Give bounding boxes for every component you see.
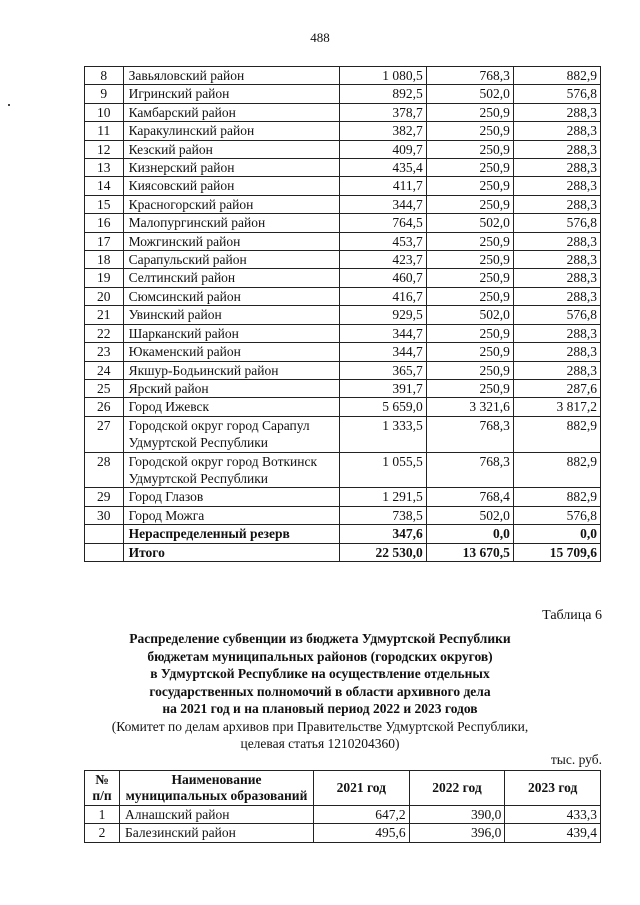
value-2021: 391,7 [339,379,426,397]
page-number: 488 [310,30,330,45]
value-2021: 423,7 [339,251,426,269]
municipality-name: Город Ижевск [123,398,339,416]
table-row [85,416,601,452]
value-2021: 892,5 [339,85,426,103]
row-number: 17 [85,232,124,250]
table-row [85,506,601,524]
value-2022: 250,9 [426,251,513,269]
table-row [85,452,601,488]
table-row [85,140,601,158]
table-row [85,67,601,85]
table-row [85,214,601,232]
value-2023: 288,3 [513,140,600,158]
value-2023: 288,3 [513,195,600,213]
row-number: 9 [85,85,124,103]
value-2021: 5 659,0 [339,398,426,416]
municipality-name: Кизнерский район [123,159,339,177]
municipality-name: Киясовский район [123,177,339,195]
row-number: 20 [85,287,124,305]
municipality-name: Можгинский район [123,232,339,250]
municipality-name: Каракулинский район [123,122,339,140]
value-2023: 288,3 [513,287,600,305]
heading-line: бюджетам муниципальных районов (городских округов) [147,648,493,664]
value-2022: 502,0 [426,85,513,103]
value-2023: 15 709,6 [513,543,600,561]
value-2022: 768,3 [426,416,513,452]
value-2022: 250,9 [426,177,513,195]
municipality-name: Сюмсинский район [123,287,339,305]
value-2022: 768,3 [426,67,513,85]
table-row [85,159,601,177]
header-num-line2: п/п [92,788,112,803]
header-2021: 2021 год [314,771,410,806]
row-number: 22 [85,324,124,342]
value-2021: 344,7 [339,324,426,342]
subsidy-table-continued [84,66,601,562]
value-2021: 453,7 [339,232,426,250]
value-2021: 416,7 [339,287,426,305]
row-number: 25 [85,379,124,397]
value-2021: 1 055,5 [339,452,426,488]
value-2022: 0,0 [426,525,513,543]
row-number: 28 [85,452,124,488]
scan-speck [8,104,10,106]
value-2023: 576,8 [513,214,600,232]
value-2022: 250,9 [426,140,513,158]
table-row [85,324,601,342]
value-2022: 250,9 [426,343,513,361]
value-2021: 344,7 [339,343,426,361]
municipality-name: Город Глазов [123,488,339,506]
value-2022: 396,0 [409,824,505,842]
value-2023: 288,3 [513,232,600,250]
row-number: 14 [85,177,124,195]
header-name-line2: муниципальных образований [125,788,308,803]
row-number: 10 [85,103,124,121]
value-2021: 365,7 [339,361,426,379]
value-2023: 288,3 [513,159,600,177]
value-2022: 768,4 [426,488,513,506]
value-2023: 882,9 [513,452,600,488]
municipality-name: Шарканский район [123,324,339,342]
value-2023: 576,8 [513,506,600,524]
value-2023: 288,3 [513,324,600,342]
row-number: 30 [85,506,124,524]
municipality-name: Город Можга [123,506,339,524]
table-row [85,195,601,213]
heading-line: на 2021 год и на плановый период 2022 и 2023 годов [162,701,478,716]
heading-line: Распределение субвенции из бюджета Удмуртской Республики [129,631,511,646]
value-2022: 250,9 [426,103,513,121]
value-2022: 250,9 [426,324,513,342]
header-2023: 2023 год [505,771,601,806]
row-number-empty [85,525,124,543]
value-2022: 250,9 [426,269,513,287]
municipality-name: Алнашский район [120,806,314,824]
value-2021: 435,4 [339,159,426,177]
header-num-line1: № [95,772,109,787]
value-2023: 288,3 [513,122,600,140]
value-2022: 250,9 [426,195,513,213]
value-2021: 344,7 [339,195,426,213]
table-row [85,177,601,195]
municipality-name: Селтинский район [123,269,339,287]
heading-subline: (Комитет по делам архивов при Правительстве Удмуртской Республики, [111,718,529,734]
row-number: 24 [85,361,124,379]
row-number: 12 [85,140,124,158]
value-2023: 433,3 [505,806,601,824]
row-number: 26 [85,398,124,416]
municipality-name: Игринский район [123,85,339,103]
table-row [85,398,601,416]
value-2023: 0,0 [513,525,600,543]
value-2022: 502,0 [426,214,513,232]
table-row [85,122,601,140]
municipality-name: Городской округ город Сарапул Удмуртской Республики [123,416,339,452]
value-2022: 250,9 [426,361,513,379]
value-2023: 288,3 [513,343,600,361]
value-2023: 576,8 [513,85,600,103]
table-row [85,85,601,103]
row-number: 18 [85,251,124,269]
table-row [85,269,601,287]
row-number: 23 [85,343,124,361]
municipality-name: Красногорский район [123,195,339,213]
reserve-label: Нераспределенный резерв [123,525,339,543]
heading-line: государственных полномочий в области архивного дела [149,683,491,699]
municipality-name: Якшур-Бодьинский район [123,361,339,379]
heading-subline: целевая статья 1210204360) [240,736,400,751]
table-row [85,361,601,379]
municipality-name: Городской округ город Воткинск Удмуртской Республики [123,452,339,488]
table-row [85,806,601,824]
value-2021: 382,7 [339,122,426,140]
municipality-name: Ярский район [123,379,339,397]
table-row [85,824,601,842]
value-2021: 347,6 [339,525,426,543]
units-label: тыс. руб. [550,752,602,767]
value-2023: 288,3 [513,177,600,195]
value-2023: 288,3 [513,103,600,121]
row-number: 13 [85,159,124,177]
value-2021: 1 291,5 [339,488,426,506]
value-2022: 250,9 [426,122,513,140]
value-2022: 250,9 [426,287,513,305]
value-2022: 502,0 [426,506,513,524]
value-2021: 409,7 [339,140,426,158]
table-row [85,232,601,250]
row-number: 11 [85,122,124,140]
table-row [85,251,601,269]
value-2021: 764,5 [339,214,426,232]
value-2021: 411,7 [339,177,426,195]
value-2021: 1 080,5 [339,67,426,85]
table-label: Таблица 6 [542,608,602,623]
value-2023: 288,3 [513,251,600,269]
row-number: 8 [85,67,124,85]
municipality-name: Юкаменский район [123,343,339,361]
municipality-name: Увинский район [123,306,339,324]
table-row [85,306,601,324]
value-2022: 250,9 [426,159,513,177]
value-2021: 378,7 [339,103,426,121]
table-row [85,287,601,305]
heading-line: в Удмуртской Республике на осуществление отдельных [150,666,490,681]
header-2022: 2022 год [409,771,505,806]
header-name [120,771,314,806]
municipality-name: Завьяловский район [123,67,339,85]
row-number: 27 [85,416,124,452]
municipality-name: Малопургинский район [123,214,339,232]
row-number: 29 [85,488,124,506]
row-number: 19 [85,269,124,287]
total-label: Итого [123,543,339,561]
value-2021: 495,6 [314,824,410,842]
value-2023: 287,6 [513,379,600,397]
row-number-empty [85,543,124,561]
value-2022: 390,0 [409,806,505,824]
value-2023: 576,8 [513,306,600,324]
value-2022: 3 321,6 [426,398,513,416]
municipality-name: Кезский район [123,140,339,158]
row-number: 2 [85,824,120,842]
reserve-row [85,525,601,543]
table-heading [60,630,580,753]
municipality-name: Сарапульский район [123,251,339,269]
municipality-name: Камбарский район [123,103,339,121]
table-row [85,488,601,506]
value-2021: 460,7 [339,269,426,287]
row-number: 15 [85,195,124,213]
total-row [85,543,601,561]
value-2023: 882,9 [513,488,600,506]
archive-subsidy-table [84,770,601,843]
table-row [85,379,601,397]
value-2023: 882,9 [513,67,600,85]
value-2021: 22 530,0 [339,543,426,561]
header-row [85,771,601,806]
value-2022: 250,9 [426,379,513,397]
row-number: 16 [85,214,124,232]
row-number: 21 [85,306,124,324]
value-2023: 439,4 [505,824,601,842]
table-row [85,343,601,361]
value-2022: 768,3 [426,452,513,488]
value-2022: 13 670,5 [426,543,513,561]
header-name-line1: Наименование [171,772,262,787]
value-2022: 250,9 [426,232,513,250]
header-num [85,771,120,806]
municipality-name: Балезинский район [120,824,314,842]
value-2023: 882,9 [513,416,600,452]
value-2021: 1 333,5 [339,416,426,452]
table-row [85,103,601,121]
value-2021: 647,2 [314,806,410,824]
value-2021: 929,5 [339,306,426,324]
value-2023: 288,3 [513,361,600,379]
value-2022: 502,0 [426,306,513,324]
value-2023: 3 817,2 [513,398,600,416]
value-2023: 288,3 [513,269,600,287]
value-2021: 738,5 [339,506,426,524]
row-number: 1 [85,806,120,824]
